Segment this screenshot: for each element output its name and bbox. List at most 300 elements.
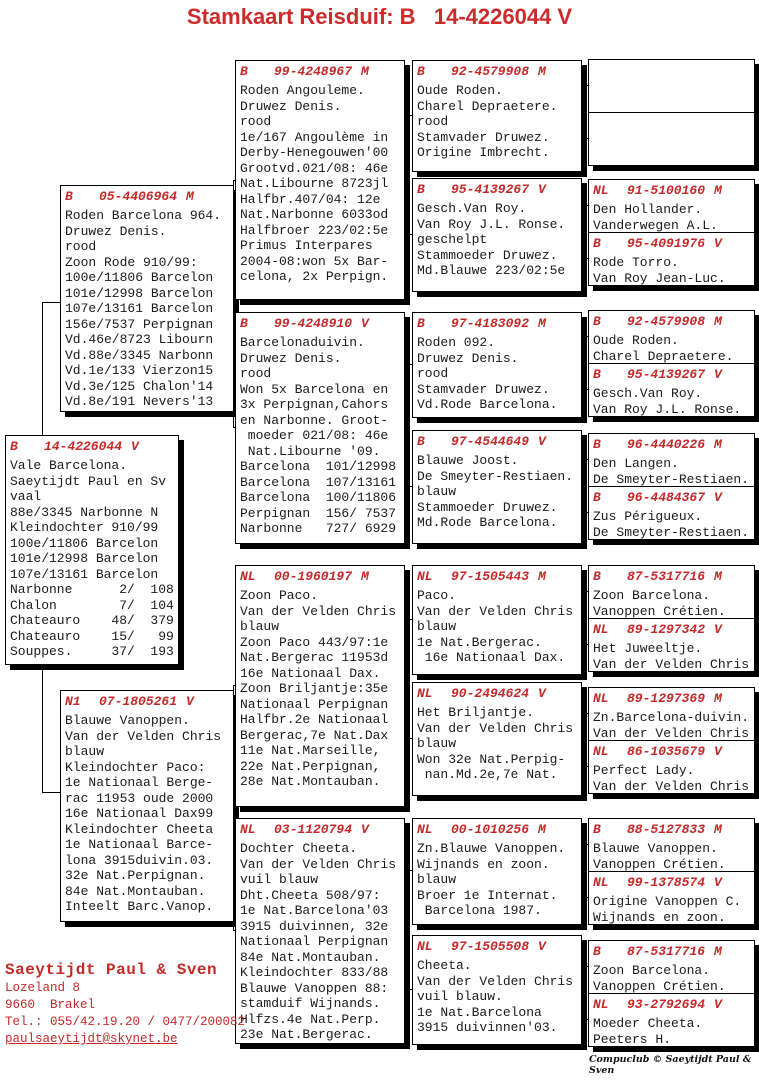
ring-header [589, 819, 754, 839]
text-line: Moeder Cheeta. [593, 1016, 703, 1031]
text-line: 101e/12998 Barcelon [65, 285, 214, 301]
ring-number: 00-1010256 [451, 822, 530, 837]
connector-line [42, 302, 61, 303]
country-code: NL [417, 939, 433, 954]
connector-line [584, 966, 585, 1020]
country-code: B [593, 367, 601, 382]
ring-header [61, 186, 233, 206]
bird-details [589, 454, 754, 486]
sex-code: V [186, 694, 194, 709]
country-code: NL [593, 183, 609, 198]
text-line: geschelpt [417, 232, 488, 247]
pedigree-box-ds [235, 565, 405, 807]
text-line: 100e/11806 Barcelon [65, 270, 214, 285]
country-code: NL [593, 622, 609, 637]
text-line: 88e/3345 Narbonne N [10, 504, 159, 520]
country-code: NL [417, 686, 433, 701]
connector-line [407, 364, 408, 487]
text-line: vuil blauw. [417, 989, 503, 1004]
pedigree-cell [589, 740, 754, 793]
connector-line [407, 619, 408, 739]
ring-header [413, 313, 581, 333]
text-line: moeder 021/08: 46e [240, 428, 389, 443]
bird-details [413, 839, 581, 919]
text-line: Md.Blauwe 223/02:5e [417, 263, 566, 278]
text-line: Zoon Rode 910/99: [65, 254, 198, 270]
text-line: Zoon Paco 443/97:1e [240, 634, 389, 650]
bird-details [589, 507, 754, 539]
pedigree-box-sdd [412, 430, 582, 544]
text-line: Van Roy J.L. Ronse. [593, 401, 742, 416]
pedigree-pair-3 [588, 310, 755, 417]
sex-code: M [714, 314, 722, 329]
ring-header [589, 233, 754, 253]
sex-code: V [714, 236, 722, 251]
bird-details [589, 892, 754, 924]
text-line: De Smeyter-Restiaen. [417, 468, 574, 484]
text-line: Vanoppen Crétien. [593, 603, 726, 618]
pedigree-box-sire [60, 185, 234, 412]
country-code: B [593, 437, 601, 452]
owner-phone-line: Tel.: 055/42.19.20 / 0477/200082 [5, 1015, 246, 1029]
sex-code: V [714, 744, 722, 759]
text-line: Zoon Barcelona. [593, 963, 711, 978]
ring-number: 89-1297369 [627, 691, 706, 706]
text-line: vuil blauw [240, 872, 319, 887]
text-line: Den Langen. [593, 456, 679, 471]
text-line: Hlfzs.4e Nat.Perp. [240, 1011, 381, 1027]
text-line: Blauwe Vanoppen. [593, 841, 718, 856]
ring-header [589, 872, 754, 892]
ring-number: 97-1505443 [451, 569, 530, 584]
text-line: blauw [417, 619, 457, 634]
text-line: 1e Nat.Barcelona [417, 1004, 542, 1020]
pedigree-cell [589, 112, 754, 165]
ring-header [589, 688, 754, 708]
text-line: 100e/11806 Barcelon [10, 535, 159, 551]
text-line: Zn.Blauwe Vanoppen. [417, 841, 566, 856]
ring-number: 97-4183092 [451, 316, 530, 331]
country-code: B [240, 316, 248, 331]
text-line: 101e/12998 Barcelon [10, 551, 159, 566]
text-line: lona 3915duivin.03. [65, 852, 214, 868]
text-line: Van der Velden Chris [593, 656, 750, 671]
country-code: B [240, 64, 248, 79]
text-line: rood [240, 366, 272, 381]
bird-details [589, 384, 754, 416]
text-line: 1e Nat.Barcelona'03 [240, 903, 389, 918]
text-line: Het Briljantje. [417, 705, 535, 720]
text-line: 1e Nationaal Berge- [65, 775, 214, 790]
owner-city-line: 9660 Brakel [5, 998, 96, 1012]
text-line: stamduif Wijnands. [240, 996, 381, 1011]
compuclub-credit: Compuclub © Saeytijdt Paul & Sven [589, 1054, 752, 1076]
text-line: Van Roy Jean-Luc. [593, 270, 726, 285]
ring-header [589, 364, 754, 384]
text-line: Primus Interpares [240, 238, 373, 253]
ring-number: 96-4484367 [627, 490, 706, 505]
bird-details [236, 839, 404, 1043]
pedigree-pair-1 [588, 59, 755, 166]
sex-code: V [538, 182, 546, 197]
bird-details [589, 708, 754, 740]
ring-header [589, 566, 754, 586]
text-line: 2004-08:won 5x Bar- [240, 253, 389, 269]
text-line: Won 5x Barcelona en [240, 381, 389, 397]
text-line: Narbonne 727/ 6929 [240, 521, 397, 536]
pedigree-box-ss [235, 60, 405, 300]
text-line: Blauwe Vanoppen 88: [240, 980, 389, 996]
text-line: Halfbr.407/04: 12e [240, 191, 381, 207]
ring-number: 96-4440226 [627, 437, 706, 452]
bird-details [589, 839, 754, 871]
ring-number: 87-5317716 [627, 944, 706, 959]
pedigree-box-ssd [412, 178, 582, 292]
text-line: Van der Velden Chris [417, 603, 574, 619]
text-line: Md.Rode Barcelona. [417, 515, 558, 530]
sex-code: V [538, 939, 546, 954]
bird-details [589, 65, 754, 67]
country-code: B [593, 569, 601, 584]
sex-code: V [714, 367, 722, 382]
ring-header [61, 691, 233, 711]
text-line: Roden Angouleme. [240, 83, 365, 98]
ring-number: 97-4544649 [451, 434, 530, 449]
text-line: Van der Velden Chris [240, 856, 397, 872]
ring-number: 90-2494624 [451, 686, 530, 701]
bird-details [236, 586, 404, 790]
text-line: 23e Nat.Bergerac. [240, 1027, 373, 1042]
text-line: Vanoppen Crétien. [593, 978, 726, 993]
pedigree-cell [589, 486, 754, 539]
text-line: Zus Périgueux. [593, 509, 703, 524]
text-line: 32e Nat.Perpignan. [65, 868, 206, 883]
text-line: Vd.46e/8723 Libourn [65, 332, 214, 347]
text-line: blauw [417, 872, 457, 887]
text-line: Halfbroer 223/02:5e [240, 222, 389, 238]
text-line: Het Juweeltje. [593, 641, 703, 656]
text-line: Druwez Denis. [240, 98, 342, 114]
country-code: NL [417, 569, 433, 584]
bird-details [589, 331, 754, 363]
text-line: Wijnands en zoon. [417, 856, 550, 872]
bird-details [589, 253, 754, 285]
ring-header [589, 994, 754, 1014]
ring-number: 07-1805261 [99, 694, 178, 709]
text-line: Origine Imbrecht. [417, 145, 550, 160]
ring-header [413, 819, 581, 839]
sex-code: M [714, 569, 722, 584]
ring-number: 14-4226044 [44, 439, 123, 454]
text-line: 1e Nat.Bergerac. [417, 634, 542, 650]
country-code: NL [593, 997, 609, 1012]
sex-code: V [361, 822, 369, 837]
ring-number: 95-4091976 [627, 236, 706, 251]
text-line: Stamvader Druwez. [417, 129, 550, 145]
connector-line [42, 792, 61, 793]
text-line: Won 32e Nat.Perpig- [417, 751, 566, 767]
text-line: Bergerac,7e Nat.Dax [240, 727, 389, 743]
text-line: Van der Velden Chris [240, 603, 397, 619]
ring-header [413, 683, 581, 703]
sex-code: M [186, 189, 194, 204]
ring-number: 99-4248967 [274, 64, 353, 79]
bird-details [413, 199, 581, 279]
text-line: Den Hollander. [593, 202, 703, 217]
text-line: vaal [10, 489, 42, 504]
bird-details [236, 333, 404, 537]
country-code: B [593, 236, 601, 251]
text-line: 1e Nationaal Barce- [65, 837, 214, 852]
text-line: Perpignan 156/ 7537 [240, 505, 397, 521]
ring-header [413, 179, 581, 199]
bird-details [413, 451, 581, 531]
owner-block [5, 960, 245, 1048]
text-line: Nat.Narbonne 6033od [240, 207, 389, 222]
pedigree-pair-5 [588, 565, 755, 672]
text-line: Barcelona 1987. [417, 903, 542, 918]
bird-details [61, 206, 233, 410]
text-line: Vale Barcelona. [10, 458, 128, 473]
pedigree-pair-8 [588, 940, 755, 1047]
text-line: rac 11953 oude 2000 [65, 790, 214, 806]
pedigree-cell [589, 180, 754, 232]
sex-code: V [131, 439, 139, 454]
text-line: Vd.3e/125 Chalon'14 [65, 378, 214, 394]
ring-header [413, 61, 581, 81]
bird-details [589, 586, 754, 618]
ring-number: 95-4139267 [627, 367, 706, 382]
owner-name: Saeytijdt Paul & Sven [5, 961, 218, 979]
ring-header [236, 61, 404, 81]
connector-line [584, 591, 585, 645]
country-code: NL [240, 822, 256, 837]
country-code: B [10, 439, 18, 454]
text-line: Nat.Libourne 8723jl [240, 176, 389, 191]
bird-details [589, 118, 754, 120]
text-line: Blauwe Vanoppen. [65, 713, 190, 728]
text-line: Chateauro 48/ 379 [10, 613, 174, 628]
pedigree-box-sss [412, 60, 582, 172]
ring-number: 87-5317716 [627, 569, 706, 584]
ring-header [589, 180, 754, 200]
text-line: 16e Nationaal Dax. [240, 665, 381, 681]
text-line: rood [240, 114, 272, 129]
text-line: Vd.Rode Barcelona. [417, 397, 558, 412]
text-line: Halfbr.2e Nationaal [240, 712, 389, 727]
text-line: Nationaal Perpignan [240, 934, 389, 949]
connector-line [584, 336, 585, 390]
text-line: Vd.1e/133 Vierzon15 [65, 363, 214, 378]
text-line: Van Roy J.L. Ronse. [417, 216, 566, 232]
text-line: 107e/13161 Barcelon [10, 566, 159, 582]
text-line: Van der Velden Chris [65, 728, 222, 744]
pedigree-cell [589, 60, 754, 112]
connector-line [42, 302, 43, 436]
pedigree-cell [589, 871, 754, 924]
owner-email-link[interactable]: paulsaeytijdt@skynet.be [5, 1032, 178, 1046]
bird-details [413, 81, 581, 161]
bird-details [236, 81, 404, 285]
country-code: NL [417, 822, 433, 837]
sex-code: V [538, 434, 546, 449]
ring-header [413, 936, 581, 956]
text-line: Van der Velden Chris [417, 973, 574, 989]
ring-number: 99-1378574 [627, 875, 706, 890]
country-code: NL [593, 744, 609, 759]
text-line: Van der Velden Chris [593, 725, 750, 740]
text-line: 84e Nat.Montauban. [240, 949, 381, 965]
ring-header [6, 436, 178, 456]
text-line: 16e Nationaal Dax. [417, 650, 566, 665]
pedigree-box-ddd [412, 935, 582, 1045]
pedigree-cell [589, 311, 754, 363]
text-line: Stammoeder Druwez. [417, 247, 558, 263]
pedigree-box-dss [412, 565, 582, 675]
ring-number: 92-4579908 [451, 64, 530, 79]
sex-code: V [361, 316, 369, 331]
ring-header [236, 566, 404, 586]
bird-details [589, 961, 754, 993]
page-title: Stamkaart Reisduif: B 14-4226044 V [186, 4, 573, 29]
text-line: rood [65, 239, 97, 254]
text-line: rood [417, 114, 449, 129]
text-line: blauw [65, 744, 105, 759]
text-line: Roden 092. [417, 335, 496, 350]
bird-details [413, 333, 581, 413]
text-line: Peeters H. [593, 1031, 672, 1046]
text-line: Vd.88e/3345 Narbonn [65, 347, 214, 363]
pedigree-cell [589, 232, 754, 285]
text-line: Dochter Cheeta. [240, 841, 358, 856]
connector-line [584, 205, 585, 259]
country-code: B [417, 182, 425, 197]
text-line: Nationaal Perpignan [240, 696, 389, 712]
pedigree-box-dsd [412, 682, 582, 796]
text-line: Oude Roden. [593, 333, 679, 348]
bird-details [589, 761, 754, 793]
text-line: Vanoppen Crétien. [593, 856, 726, 871]
ring-header [589, 619, 754, 639]
ring-number: 05-4406964 [99, 189, 178, 204]
pedigree-cell [589, 993, 754, 1046]
connector-line [407, 870, 408, 990]
text-line: Vd.8e/191 Nevers'13 [65, 394, 214, 409]
text-line: celona, 2x Perpign. [240, 269, 389, 284]
text-line: Wijnands en zoon. [593, 909, 726, 924]
text-line: Vanderwegen A.L. [593, 217, 718, 232]
bird-details [589, 1014, 754, 1046]
sex-code: M [361, 64, 369, 79]
sex-code: V [714, 875, 722, 890]
text-line: De Smeyter-Restiaen. [593, 471, 750, 486]
text-line: Charel Depraetere. [593, 348, 734, 363]
country-code: NL [593, 691, 609, 706]
bird-details [589, 200, 754, 232]
sex-code: V [714, 997, 722, 1012]
text-line: blauw [240, 619, 280, 634]
sex-code: V [538, 686, 546, 701]
sex-code: M [538, 316, 546, 331]
pedigree-cell [589, 618, 754, 671]
ring-header [589, 741, 754, 761]
text-line: Origine Vanoppen C. [593, 894, 742, 909]
text-line: Chateauro 15/ 99 [10, 628, 174, 644]
text-line: Blauwe Joost. [417, 453, 519, 468]
text-line: Barcelona 101/12998 [240, 459, 397, 474]
text-line: blauw [417, 484, 457, 499]
text-line: en Narbonne. Groot- [240, 412, 389, 428]
ring-header [589, 487, 754, 507]
text-line: De Smeyter-Restiaen. [593, 524, 750, 539]
pedigree-box-subject [5, 435, 179, 665]
text-line: nan.Md.2e,7e Nat. [417, 767, 558, 782]
pedigree-box-sd [235, 312, 405, 544]
country-code: B [417, 64, 425, 79]
text-line: Nat.Libourne '09. [240, 443, 381, 459]
ring-number: 89-1297342 [627, 622, 706, 637]
sex-code: M [714, 944, 722, 959]
pedigree-cell [589, 363, 754, 416]
connector-line [407, 115, 408, 235]
ring-header [589, 434, 754, 454]
country-code: B [65, 189, 73, 204]
text-line: 3915 duivinnen, 32e [240, 918, 389, 934]
bird-details [61, 711, 233, 915]
text-line: 1e/167 Angoulème in [240, 129, 389, 145]
text-line: Druwez Denis. [417, 350, 519, 366]
pedigree-cell [589, 819, 754, 871]
ring-number: 91-5100160 [627, 183, 706, 198]
sex-code: M [361, 569, 369, 584]
connector-line [584, 459, 585, 513]
sex-code: M [538, 822, 546, 837]
text-line: Inteelt Barc.Vanop. [65, 899, 214, 914]
sex-code: V [714, 622, 722, 637]
ring-number: 88-5127833 [627, 822, 706, 837]
sex-code: M [714, 183, 722, 198]
text-line: Zoon Briljantje:35e [240, 681, 389, 696]
text-line: 16e Nationaal Dax99 [65, 806, 214, 821]
ring-number: 92-4579908 [627, 314, 706, 329]
ring-number: 99-4248910 [274, 316, 353, 331]
country-code: NL [593, 875, 609, 890]
text-line: Stamvader Druwez. [417, 381, 550, 397]
pedigree-box-sds [412, 312, 582, 418]
text-line: 28e Nat.Montauban. [240, 774, 381, 789]
text-line: Zn.Barcelona-duivin. [593, 710, 750, 725]
text-line: Charel Depraetere. [417, 98, 558, 114]
text-line: 156e/7537 Perpignan [65, 316, 214, 332]
sex-code: M [714, 437, 722, 452]
text-line: 3915 duivinnen'03. [417, 1020, 558, 1035]
text-line: Narbonne 2/ 108 [10, 582, 174, 597]
text-line: Zoon Barcelona. [593, 588, 711, 603]
text-line: Druwez Denis. [65, 223, 167, 239]
pedigree-box-dam [60, 690, 234, 922]
text-line: Dht.Cheeta 508/97: [240, 887, 381, 903]
bird-details [6, 456, 178, 660]
ring-header [413, 431, 581, 451]
text-line: Stammoeder Druwez. [417, 499, 558, 515]
sex-code: M [538, 64, 546, 79]
sex-code: M [714, 691, 722, 706]
text-line: Barcelonaduivin. [240, 335, 365, 350]
ring-number: 00-1960197 [274, 569, 353, 584]
text-line: Barcelona 107/13161 [240, 474, 397, 490]
pedigree-pair-4 [588, 433, 755, 540]
bird-details [413, 586, 581, 666]
